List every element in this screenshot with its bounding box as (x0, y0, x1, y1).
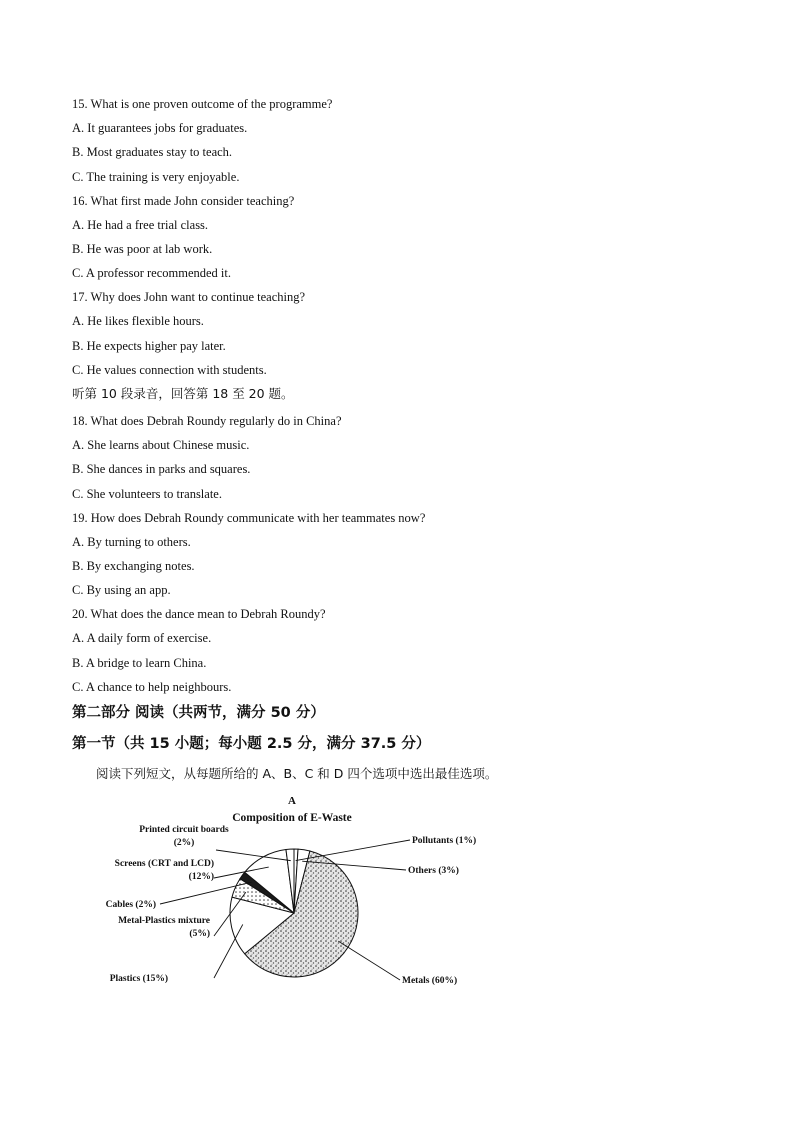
question-18-option-b: B. She dances in parks and squares. (72, 462, 251, 476)
question-19-option-b: B. By exchanging notes. (72, 559, 195, 573)
question-15-option-a: A. It guarantees jobs for graduates. (72, 121, 248, 135)
slice-label-2: Others (3%) (408, 866, 459, 876)
question-15-option-c: C. The training is very enjoyable. (72, 170, 240, 184)
question-18-option-a: A. She learns about Chinese music. (72, 438, 250, 452)
question-19-option-c: C. By using an app. (72, 583, 171, 597)
chart-title: Composition of E-Waste (232, 812, 352, 824)
leader-line-1 (296, 840, 410, 861)
slice-label-8-line-1: Printed circuit boards (139, 825, 229, 835)
question-20-option-c: C. A chance to help neighbours. (72, 680, 232, 694)
question-20-option-b: B. A bridge to learn China. (72, 656, 207, 670)
section-one-heading: 第一节（共 15 小题；每小题 2.5 分，满分 37.5 分） (72, 736, 431, 752)
question-18-option-c: C. She volunteers to translate. (72, 487, 222, 501)
leader-line-3 (338, 941, 400, 980)
slice-label-1: Pollutants (1%) (412, 836, 477, 846)
passage-letter: A (288, 795, 296, 807)
leader-line-4 (214, 924, 243, 978)
question-17-option-a: A. He likes flexible hours. (72, 314, 204, 328)
question-18-stem: 18. What does Debrah Roundy regularly do in China? (72, 414, 342, 428)
slice-label-8-line-2: (2%) (173, 838, 195, 848)
slice-label-5-line-2: (5%) (189, 929, 210, 939)
question-19-stem: 19. How does Debrah Roundy communicate with her teammates now? (72, 511, 426, 525)
question-15-stem: 15. What is one proven outcome of the programme? (72, 97, 333, 111)
question-16-stem: 16. What first made John consider teaching? (72, 194, 295, 208)
question-20-stem: 20. What does the dance mean to Debrah Roundy? (72, 607, 326, 621)
question-17-stem: 17. Why does John want to continue teaching? (72, 290, 306, 304)
slice-label-4: Plastics (15%) (109, 974, 168, 984)
question-17-option-b: B. He expects higher pay later. (72, 339, 226, 353)
e-waste-pie-chart (90, 790, 490, 1000)
slice-label-5-line-1: Metal-Plastics mixture (118, 916, 210, 926)
slice-label-7-line-2: (12%) (188, 872, 214, 882)
question-20-option-a: A. A daily form of exercise. (72, 631, 212, 645)
question-19-option-a: A. By turning to others. (72, 535, 191, 549)
reading-instruction: 阅读下列短文，从每题所给的 A、B、C 和 D 四个选项中选出最佳选项。 (96, 766, 498, 781)
slice-label-7-line-1: Screens (CRT and LCD) (114, 859, 214, 869)
section-note: 听第 10 段录音，回答第 18 至 20 题。 (72, 386, 294, 401)
slice-label-3: Metals (60%) (402, 976, 458, 986)
question-17-option-c: C. He values connection with students. (72, 363, 267, 377)
slice-label-6: Cables (2%) (105, 900, 156, 910)
question-16-option-c: C. A professor recommended it. (72, 266, 231, 280)
question-16-option-a: A. He had a free trial class. (72, 218, 209, 232)
part-two-heading: 第二部分 阅读（共两节，满分 50 分） (72, 705, 325, 721)
question-15-option-b: B. Most graduates stay to teach. (72, 145, 233, 159)
question-16-option-b: B. He was poor at lab work. (72, 242, 213, 256)
